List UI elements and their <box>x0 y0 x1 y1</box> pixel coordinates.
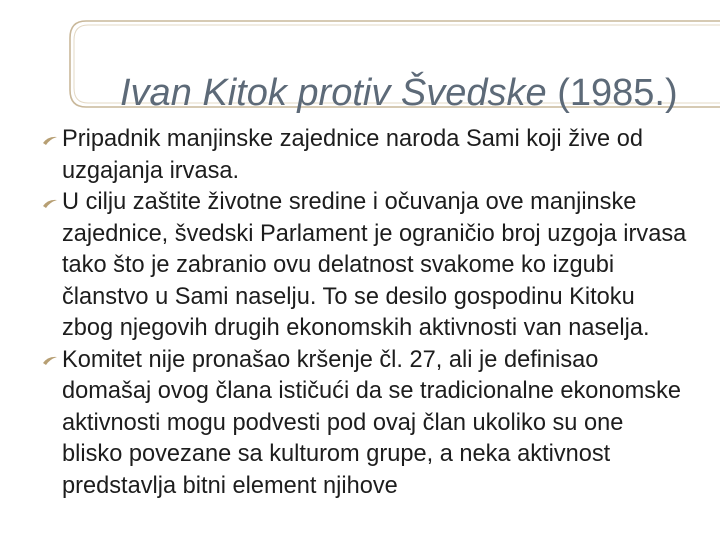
bullet-text: Komitet nije pronašao kršenje čl. 27, ali je definisao domašaj ovog člana ističući da se tradicionalne ekonomske aktivnosti mogu podvesti pod ovaj član ukoliko su one blisko povezane sa kulturom grupe, a neka aktivnost predstavlja bitni element njihove <box>62 346 682 499</box>
slide-title <box>120 65 720 121</box>
bullet-item <box>40 124 690 187</box>
swoosh-bullet-icon <box>40 345 60 377</box>
bullet-list <box>40 124 690 502</box>
bullet-text: U cilju zaštite životne sredine i očuvanja ove manjinske zajednice, švedski Parlament je ograničio broj uzgoja irvasa tako što je zabranio ovu delatnost svakome ko izgubi članstvo u Sami naselju. To se desilo gospodinu Kitoku zbog njegovih drugih ekonomskih aktivnosti van naselja. <box>62 189 687 341</box>
bullet-item <box>40 345 690 503</box>
bullet-text: Pripadnik manjinske zajednice naroda Sami koji žive od uzgajanja irvasa. <box>62 126 643 184</box>
swoosh-bullet-icon <box>40 187 60 219</box>
bullet-item <box>40 187 690 345</box>
slide-title-year: (1985.) <box>546 72 678 115</box>
swoosh-bullet-icon <box>40 124 60 156</box>
slide-title-italic: Ivan Kitok protiv Švedske <box>120 72 547 115</box>
